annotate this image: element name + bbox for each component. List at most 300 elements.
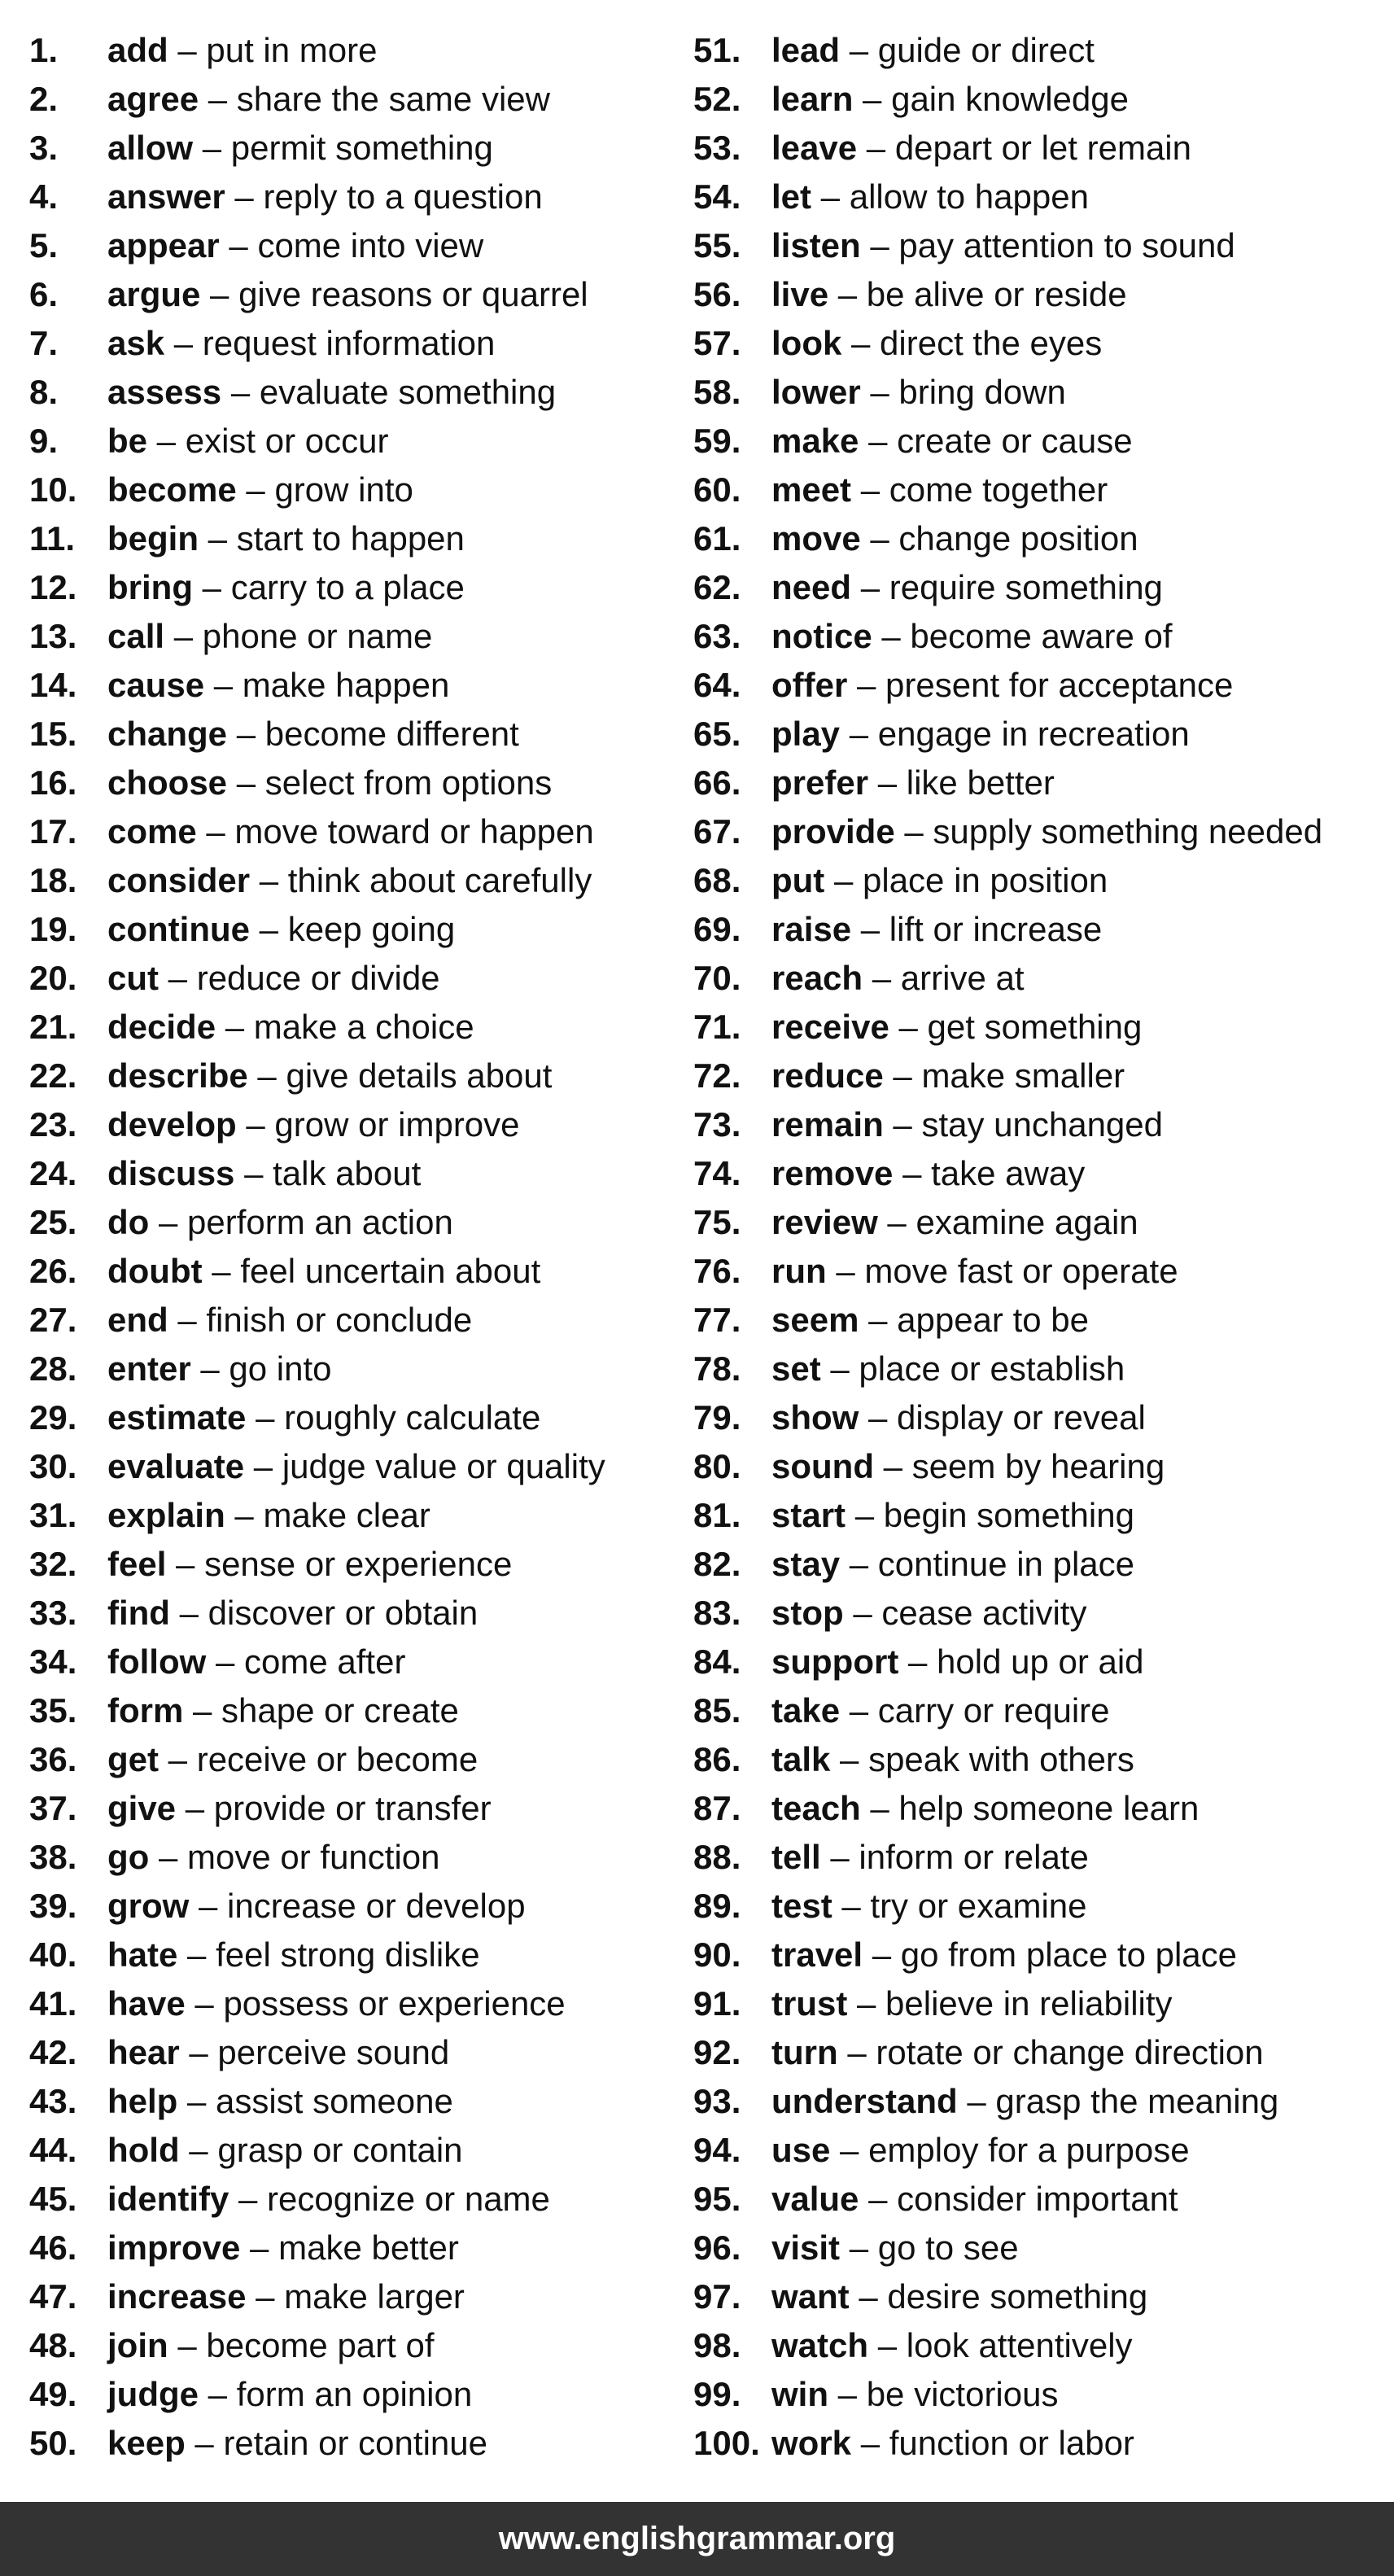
separator-dash: –: [851, 470, 889, 509]
list-item: [29, 1152, 664, 1201]
item-number: 98.: [693, 2326, 741, 2364]
verb-definition: make happen: [242, 666, 450, 704]
verb-definition: give details about: [286, 1056, 553, 1095]
item-entry: [107, 1006, 474, 1048]
separator-dash: –: [843, 1594, 882, 1632]
verb-word: raise: [771, 910, 852, 948]
list-item: [29, 2080, 664, 2129]
list-item: [693, 2422, 1369, 2471]
item-number: 10.: [29, 470, 77, 509]
list-item: [693, 664, 1369, 713]
list-item: [693, 78, 1369, 127]
item-number: 87.: [693, 1789, 741, 1827]
verb-definition: supply something needed: [933, 812, 1323, 851]
separator-dash: –: [832, 1887, 871, 1925]
item-number: 50.: [29, 2424, 77, 2462]
item-entry: [771, 957, 1025, 999]
item-entry: [771, 1690, 1110, 1732]
verb-word: increase: [107, 2277, 247, 2316]
item-number: 59.: [693, 422, 741, 460]
item-number: 91.: [693, 1984, 741, 2023]
separator-dash: –: [860, 373, 899, 411]
item-entry: [771, 1104, 1163, 1146]
verb-word: win: [771, 2375, 828, 2413]
verb-word: prefer: [771, 763, 869, 802]
verb-definition: begin something: [883, 1496, 1134, 1534]
list-item: [29, 566, 664, 615]
separator-dash: –: [868, 763, 907, 802]
verb-definition: sense or experience: [204, 1545, 513, 1583]
verb-word: discuss: [107, 1154, 235, 1192]
separator-dash: –: [202, 1252, 241, 1290]
list-item: [693, 176, 1369, 225]
separator-dash: –: [185, 1984, 224, 2023]
list-item: [693, 908, 1369, 957]
list-item: [29, 29, 664, 78]
separator-dash: –: [236, 1105, 275, 1144]
list-item: [29, 1885, 664, 1934]
item-number: 36.: [29, 1740, 77, 1778]
list-item: [693, 2031, 1369, 2080]
verb-word: help: [107, 2082, 178, 2120]
verb-definition: phone or name: [202, 617, 433, 655]
separator-dash: –: [853, 80, 892, 118]
verb-definition: feel strong dislike: [216, 1935, 480, 1974]
verb-definition: evaluate something: [259, 373, 557, 411]
verb-definition: grow or improve: [274, 1105, 520, 1144]
list-item: [29, 2129, 664, 2178]
verb-definition: come after: [244, 1642, 406, 1681]
item-entry: [107, 420, 388, 462]
list-item: [693, 2129, 1369, 2178]
separator-dash: –: [859, 422, 898, 460]
item-entry: [107, 29, 377, 72]
item-number: 68.: [693, 861, 741, 899]
item-entry: [771, 420, 1133, 462]
verb-definition: become different: [264, 715, 519, 753]
list-item: [29, 1397, 664, 1445]
verb-word: describe: [107, 1056, 248, 1095]
separator-dash: –: [873, 1447, 912, 1485]
item-number: 61.: [693, 519, 741, 558]
item-entry: [771, 1348, 1125, 1390]
verb-word: move: [771, 519, 861, 558]
list-item: [693, 127, 1369, 176]
item-number: 96.: [693, 2228, 741, 2267]
item-entry: [771, 29, 1095, 72]
item-entry: [771, 713, 1190, 755]
item-number: 100.: [693, 2424, 760, 2462]
verb-word: watch: [771, 2326, 869, 2364]
item-number: 77.: [693, 1301, 741, 1339]
list-item: [29, 1006, 664, 1055]
verb-definition: allow to happen: [849, 177, 1089, 216]
verb-definition: move toward or happen: [234, 812, 594, 851]
verb-definition: go into: [229, 1349, 332, 1388]
verb-word: give: [107, 1789, 177, 1827]
separator-dash: –: [859, 1398, 898, 1437]
item-entry: [107, 1055, 552, 1097]
item-entry: [107, 1885, 526, 1927]
verb-definition: discover or obtain: [208, 1594, 479, 1632]
separator-dash: –: [863, 1935, 901, 1974]
item-number: 92.: [693, 2033, 741, 2071]
separator-dash: –: [846, 1496, 884, 1534]
list-item: [29, 2227, 664, 2276]
separator-dash: –: [169, 1594, 208, 1632]
verb-definition: display or reveal: [897, 1398, 1146, 1437]
item-entry: [107, 2080, 453, 2123]
separator-dash: –: [185, 2424, 224, 2462]
list-item: [29, 1592, 664, 1641]
verb-word: trust: [771, 1984, 848, 2023]
verb-definition: receive or become: [196, 1740, 479, 1778]
separator-dash: –: [840, 31, 878, 69]
item-number: 73.: [693, 1105, 741, 1144]
verb-word: be: [107, 422, 148, 460]
separator-dash: –: [246, 1398, 285, 1437]
separator-dash: –: [868, 2326, 907, 2364]
separator-dash: –: [840, 1545, 878, 1583]
verb-word: add: [107, 31, 168, 69]
list-item: [29, 1543, 664, 1592]
list-item: [693, 322, 1369, 371]
list-item: [693, 29, 1369, 78]
item-number: 94.: [693, 2131, 741, 2169]
verb-word: leave: [771, 129, 858, 167]
item-entry: [771, 2080, 1278, 2123]
list-item: [29, 1983, 664, 2031]
verb-word: let: [771, 177, 812, 216]
item-entry: [771, 615, 1173, 658]
item-entry: [107, 811, 594, 853]
verb-definition: create or cause: [897, 422, 1133, 460]
item-entry: [771, 371, 1066, 413]
list-item: [29, 1104, 664, 1152]
verb-definition: stay unchanged: [921, 1105, 1164, 1144]
item-entry: [107, 1299, 472, 1341]
item-entry: [771, 1836, 1089, 1878]
item-number: 49.: [29, 2375, 77, 2413]
list-item: [29, 322, 664, 371]
verb-definition: go from place to place: [900, 1935, 1238, 1974]
verb-definition: help someone learn: [898, 1789, 1200, 1827]
item-entry: [107, 566, 465, 609]
list-item: [29, 1738, 664, 1787]
separator-dash: –: [820, 1349, 859, 1388]
verb-word: teach: [771, 1789, 861, 1827]
list-item: [693, 566, 1369, 615]
verb-definition: make better: [278, 2228, 459, 2267]
item-number: 37.: [29, 1789, 77, 1827]
verb-word: get: [107, 1740, 159, 1778]
separator-dash: –: [859, 1301, 898, 1339]
separator-dash: –: [177, 2082, 216, 2120]
item-entry: [771, 1055, 1125, 1097]
list-item: [693, 811, 1369, 859]
item-entry: [107, 2129, 463, 2171]
item-entry: [107, 469, 413, 511]
verb-word: become: [107, 470, 237, 509]
separator-dash: –: [221, 373, 260, 411]
verb-word: show: [771, 1398, 859, 1437]
verb-definition: form an opinion: [236, 2375, 473, 2413]
item-number: 13.: [29, 617, 77, 655]
list-item: [29, 713, 664, 762]
verb-definition: think about carefully: [287, 861, 592, 899]
verb-definition: go to see: [877, 2228, 1019, 2267]
separator-dash: –: [177, 1935, 216, 1974]
list-item: [693, 1690, 1369, 1738]
item-entry: [107, 1690, 459, 1732]
item-number: 53.: [693, 129, 741, 167]
verb-definition: keep going: [287, 910, 456, 948]
list-item: [29, 762, 664, 811]
verb-definition: grow into: [274, 470, 413, 509]
list-item: [29, 1348, 664, 1397]
verb-definition: move fast or operate: [864, 1252, 1178, 1290]
separator-dash: –: [893, 1154, 932, 1192]
verb-definition: increase or develop: [227, 1887, 526, 1925]
item-entry: [771, 1592, 1086, 1634]
item-entry: [771, 1299, 1089, 1341]
verb-definition: retain or continue: [223, 2424, 487, 2462]
item-entry: [771, 1006, 1142, 1048]
verb-word: use: [771, 2131, 831, 2169]
item-entry: [771, 322, 1102, 365]
item-entry: [771, 811, 1322, 853]
separator-dash: –: [199, 519, 237, 558]
item-entry: [107, 273, 588, 316]
separator-dash: –: [841, 324, 881, 362]
separator-dash: –: [894, 812, 933, 851]
list-item: [693, 1055, 1369, 1104]
verb-definition: cease activity: [881, 1594, 1087, 1632]
item-number: 89.: [693, 1887, 741, 1925]
verb-word: travel: [771, 1935, 863, 1974]
list-item: [693, 2227, 1369, 2276]
verb-word: identify: [107, 2180, 229, 2218]
item-number: 57.: [693, 324, 741, 362]
separator-dash: –: [851, 910, 889, 948]
separator-dash: –: [872, 617, 911, 655]
verb-definition: speak with others: [868, 1740, 1134, 1778]
verb-word: meet: [771, 470, 852, 509]
item-number: 25.: [29, 1203, 77, 1241]
verb-word: bring: [107, 568, 193, 606]
verb-definition: roughly calculate: [284, 1398, 541, 1437]
verb-definition: look attentively: [906, 2326, 1133, 2364]
verb-definition: function or labor: [889, 2424, 1134, 2462]
verb-word: doubt: [107, 1252, 203, 1290]
separator-dash: –: [898, 1642, 937, 1681]
item-number: 6.: [29, 275, 59, 313]
separator-dash: –: [168, 2326, 207, 2364]
item-number: 70.: [693, 959, 741, 997]
verb-word: improve: [107, 2228, 241, 2267]
separator-dash: –: [250, 910, 288, 948]
separator-dash: –: [240, 2228, 279, 2267]
separator-dash: –: [200, 275, 239, 313]
item-entry: [771, 1885, 1087, 1927]
list-item: [29, 2031, 664, 2080]
verb-definition: recognize or name: [267, 2180, 550, 2218]
item-entry: [771, 1201, 1138, 1244]
verb-definition: consider important: [897, 2180, 1178, 2218]
separator-dash: –: [837, 2033, 876, 2071]
verb-word: reduce: [771, 1056, 884, 1095]
item-entry: [771, 1543, 1134, 1585]
list-item: [693, 1641, 1369, 1690]
item-number: 4.: [29, 177, 59, 216]
item-entry: [771, 859, 1108, 902]
item-number: 34.: [29, 1642, 77, 1681]
verb-word: answer: [107, 177, 225, 216]
separator-dash: –: [889, 1008, 928, 1046]
item-entry: [107, 615, 432, 658]
item-entry: [771, 2031, 1264, 2074]
verb-word: keep: [107, 2424, 186, 2462]
verb-word: seem: [771, 1301, 859, 1339]
verb-definition: become aware of: [910, 617, 1173, 655]
item-number: 44.: [29, 2131, 77, 2169]
separator-dash: –: [149, 1203, 188, 1241]
verb-word: hate: [107, 1935, 178, 1974]
verb-definition: lift or increase: [889, 910, 1103, 948]
item-entry: [107, 1494, 430, 1537]
item-entry: [107, 859, 592, 902]
verb-word: support: [771, 1642, 899, 1681]
item-number: 2.: [29, 80, 59, 118]
verb-word: reach: [771, 959, 863, 997]
verb-word: estimate: [107, 1398, 247, 1437]
item-number: 82.: [693, 1545, 741, 1583]
item-number: 52.: [693, 80, 741, 118]
verb-definition: come together: [889, 470, 1108, 509]
list-item: [29, 2276, 664, 2325]
item-number: 23.: [29, 1105, 77, 1144]
verb-word: value: [771, 2180, 859, 2218]
verb-definition: share the same view: [236, 80, 550, 118]
item-entry: [107, 762, 552, 804]
verb-word: call: [107, 617, 165, 655]
item-number: 95.: [693, 2180, 741, 2218]
item-entry: [107, 1641, 405, 1683]
verb-definition: put in more: [206, 31, 378, 69]
list-item: [29, 273, 664, 322]
separator-dash: –: [851, 2424, 889, 2462]
list-item: [693, 615, 1369, 664]
item-number: 1.: [29, 31, 59, 69]
list-item: [693, 1836, 1369, 1885]
item-number: 99.: [693, 2375, 741, 2413]
verb-word: understand: [771, 2082, 958, 2120]
separator-dash: –: [179, 2033, 218, 2071]
verb-word: cut: [107, 959, 159, 997]
verb-definition: start to happen: [236, 519, 465, 558]
list-item: [29, 1641, 664, 1690]
item-entry: [771, 2227, 1019, 2269]
verb-definition: talk about: [273, 1154, 422, 1192]
item-entry: [771, 2178, 1178, 2220]
item-entry: [771, 908, 1102, 951]
verb-definition: perceive sound: [217, 2033, 450, 2071]
verb-word: learn: [771, 80, 854, 118]
item-number: 67.: [693, 812, 741, 851]
verb-definition: make larger: [284, 2277, 465, 2316]
verb-definition: engage in recreation: [877, 715, 1190, 753]
item-entry: [771, 1641, 1144, 1683]
separator-dash: –: [147, 422, 186, 460]
item-entry: [107, 2031, 449, 2074]
item-number: 78.: [693, 1349, 741, 1388]
separator-dash: –: [216, 1008, 254, 1046]
verb-word: receive: [771, 1008, 889, 1046]
verb-word: set: [771, 1349, 821, 1388]
separator-dash: –: [860, 226, 899, 265]
verb-word: sound: [771, 1447, 874, 1485]
item-number: 14.: [29, 666, 77, 704]
verb-definition: feel uncertain about: [240, 1252, 541, 1290]
separator-dash: –: [244, 1447, 282, 1485]
list-item: [693, 1104, 1369, 1152]
separator-dash: –: [857, 129, 895, 167]
item-number: 5.: [29, 226, 59, 265]
item-entry: [771, 469, 1108, 511]
verb-word: follow: [107, 1642, 207, 1681]
item-entry: [771, 2422, 1134, 2464]
item-number: 63.: [693, 617, 741, 655]
verb-word: cause: [107, 666, 205, 704]
verb-definition: select from options: [264, 763, 553, 802]
list-item: [29, 811, 664, 859]
item-entry: [107, 1250, 540, 1292]
item-number: 20.: [29, 959, 77, 997]
list-item: [29, 1690, 664, 1738]
verb-definition: carry or require: [877, 1691, 1110, 1730]
verb-definition: grasp the meaning: [995, 2082, 1279, 2120]
separator-dash: –: [159, 1740, 197, 1778]
item-number: 76.: [693, 1252, 741, 1290]
list-item: [693, 1397, 1369, 1445]
item-number: 42.: [29, 2033, 77, 2071]
item-number: 46.: [29, 2228, 77, 2267]
item-number: 85.: [693, 1691, 741, 1730]
verb-word: ask: [107, 324, 165, 362]
item-number: 17.: [29, 812, 77, 851]
verb-definition: change position: [898, 519, 1138, 558]
separator-dash: –: [811, 177, 850, 216]
list-item: [693, 2373, 1369, 2422]
verb-definition: reply to a question: [263, 177, 543, 216]
item-number: 38.: [29, 1838, 77, 1876]
verb-word: argue: [107, 275, 201, 313]
list-item: [29, 1494, 664, 1543]
verb-word: play: [771, 715, 841, 753]
verb-word: evaluate: [107, 1447, 245, 1485]
separator-dash: –: [168, 1301, 207, 1339]
item-entry: [771, 78, 1129, 120]
verb-definition: hold up or aid: [937, 1642, 1144, 1681]
item-entry: [107, 518, 465, 560]
list-item: [29, 1934, 664, 1983]
verb-word: take: [771, 1691, 841, 1730]
item-entry: [107, 322, 495, 365]
item-number: 21.: [29, 1008, 77, 1046]
separator-dash: –: [189, 1887, 228, 1925]
verb-definition: examine again: [915, 1203, 1138, 1241]
item-entry: [771, 225, 1235, 267]
